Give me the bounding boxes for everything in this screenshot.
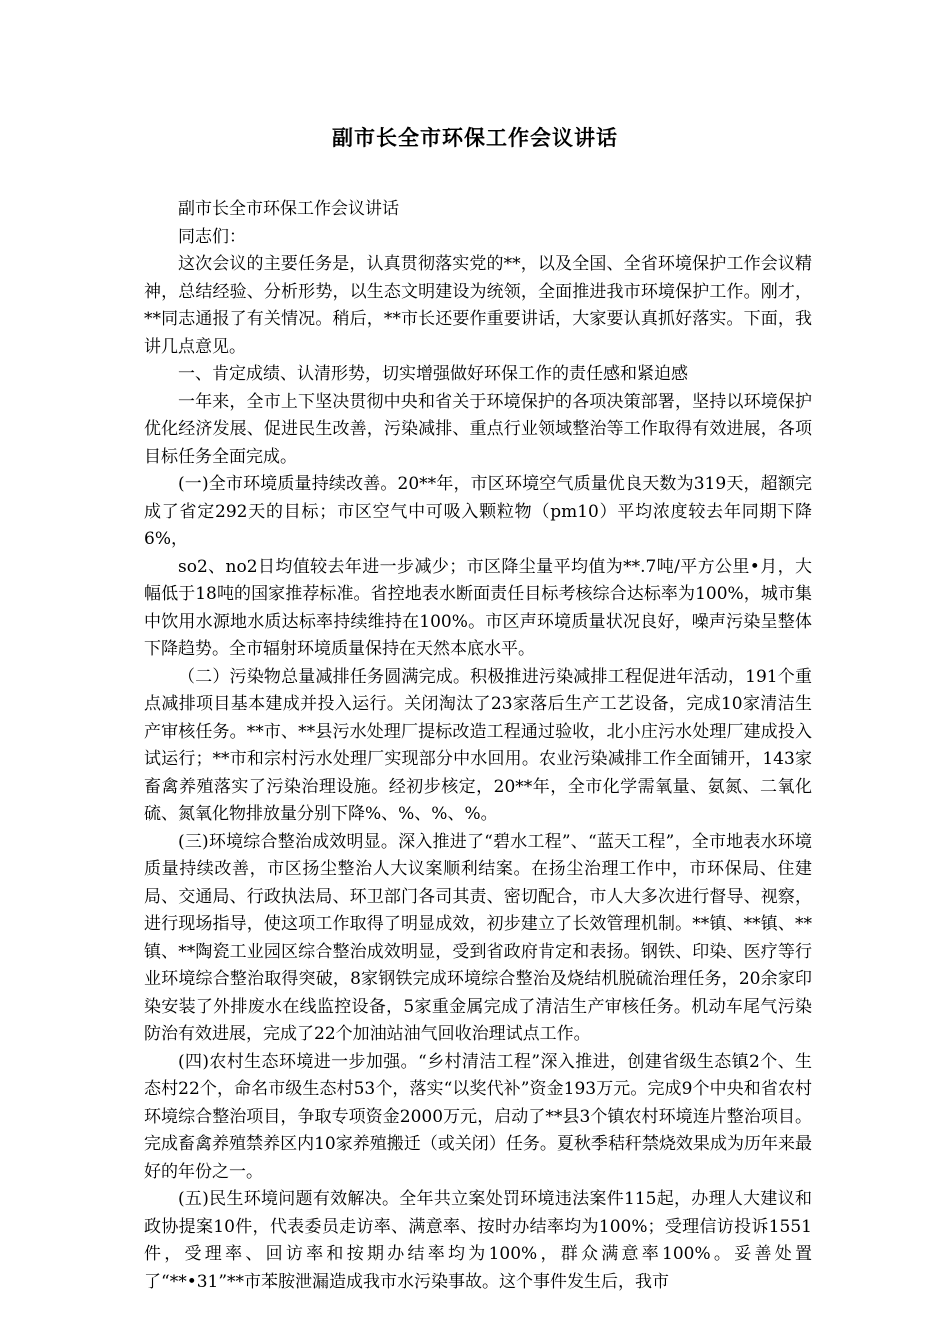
- item-5-paragraph: (五)民生环境问题有效解决。全年共立案处罚环境违法案件115起，办理人大建议和政协提案10件，代表委员走访率、满意率、按时办结率均为100%；受理信访投诉1551件，受理率、回访率和按期办结率均为100%，群众满意率100%。妥善处置了“**•31”**市苯胺泄漏造成我市水污染事故。这个事件发生后，我市: [144, 1189, 812, 1292]
- section-heading-1: 一、肯定成绩、认清形势，切实增强做好环保工作的责任感和紧迫感: [178, 364, 688, 384]
- item-1-paragraph: (一)全市环境质量持续改善。20**年，市区环境空气质量优良天数为319天，超额完成了省定292天的目标；市区空气中可吸入颗粒物（pm10）平均浓度较去年同期下降6%，: [144, 474, 812, 549]
- intro-paragraph: 这次会议的主要任务是，认真贯彻落实党的**，以及全国、全省环境保护工作会议精神，总结经验、分析形势，以生态文明建设为统领，全面推进我市环境保护工作。刚才，**同志通报了有关情况。稍后，**市长还要作重要讲话，大家要认真抓好落实。下面，我讲几点意见。: [144, 254, 812, 357]
- item-1-continued-paragraph: so2、no2日均值较去年进一步减少；市区降尘量平均值为**.7吨/平方公里•月，大幅低于18吨的国家推荐标准。省控地表水断面责任目标考核综合达标率为100%，城市集中饮用水源地水质达标率持续维持在100%。市区声环境质量状况良好，噪声污染呈整体下降趋势。全市辐射环境质量保持在天然本底水平。: [144, 556, 812, 659]
- body-subtitle: 副市长全市环保工作会议讲话: [178, 199, 399, 219]
- item-3-paragraph: (三)环境综合整治成效明显。深入推进了“碧水工程”、“蓝天工程”，全市地表水环境质量持续改善，市区扬尘整治人大议案顺利结案。在扬尘治理工作中，市环保局、住建局、交通局、行政执法局、环卫部门各司其责、密切配合，市人大多次进行督导、视察，进行现场指导，使这项工作取得了明显成效，初步建立了长效管理机制。**镇、**镇、**镇、**陶瓷工业园区综合整治成效明显，受到省政府肯定和表扬。钢铁、印染、医疗等行业环境综合整治取得突破，8家钢铁完成环境综合整治及烧结机脱硫治理任务，20余家印染安装了外排废水在线监控设备，5家重金属完成了清洁生产审核任务。机动车尾气污染防治有效进展，完成了22个加油站油气回收治理试点工作。: [144, 831, 812, 1044]
- item-4-paragraph: (四)农村生态环境进一步加强。“乡村清洁工程”深入推进，创建省级生态镇2个、生态村22个，命名市级生态村53个，落实“以奖代补”资金193万元。完成9个中央和省农村环境综合整治项目，争取专项资金2000万元，启动了**县3个镇农村环境连片整治项目。完成畜禽养殖禁养区内10家养殖搬迁（或关闭）任务。夏秋季秸秆禁烧效果成为历年来最好的年份之一。: [144, 1051, 812, 1182]
- document-body: [144, 196, 812, 1296]
- item-2-paragraph: （二）污染物总量减排任务圆满完成。积极推进污染减排工程促进年活动，191个重点减排项目基本建成并投入运行。关闭淘汰了23家落后生产工艺设备，完成10家清洁生产审核任务。**市、**县污水处理厂提标改造工程通过验收，北小庄污水处理厂建成投入试运行；**市和宗村污水处理厂实现部分中水回用。农业污染减排工作全面铺开，143家畜禽养殖落实了污染治理设施。经初步核定，20**年，全市化学需氧量、氨氮、二氧化硫、氮氧化物排放量分别下降%、%、%、%。: [144, 666, 812, 824]
- document-title: 副市长全市环保工作会议讲话: [332, 126, 618, 150]
- overview-paragraph: 一年来，全市上下坚决贯彻中央和省关于环境保护的各项决策部署，坚持以环境保护优化经济发展、促进民生改善，污染减排、重点行业领域整治等工作取得有效进展，各项目标任务全面完成。: [144, 391, 812, 467]
- salutation: 同志们：: [178, 226, 246, 247]
